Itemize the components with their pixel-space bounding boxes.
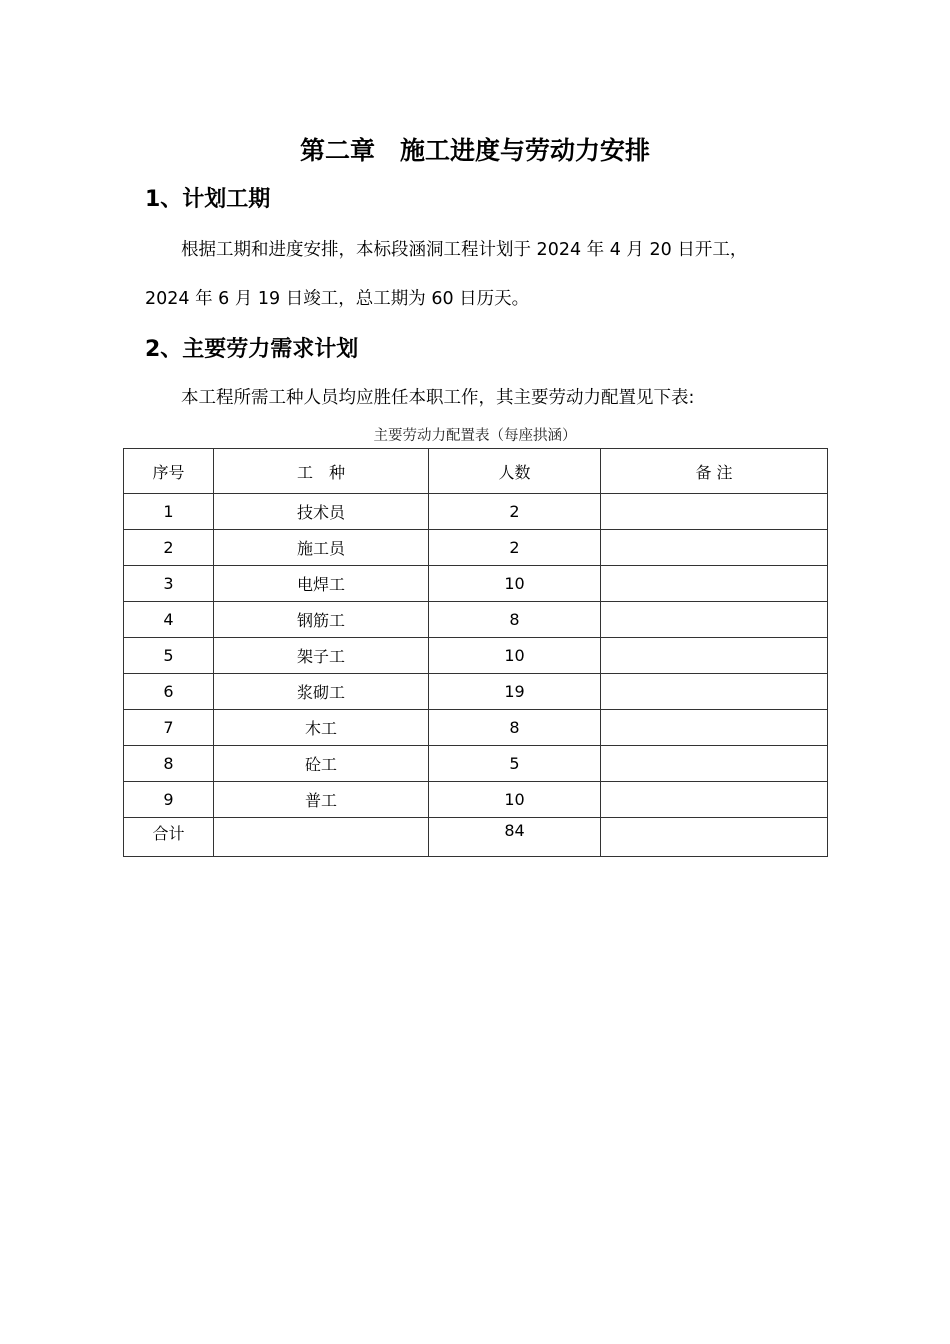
cell-count: 2 bbox=[429, 494, 601, 530]
table-total-row bbox=[124, 818, 828, 857]
cell-remarks bbox=[601, 638, 828, 674]
cell-remarks bbox=[601, 746, 828, 782]
cell-remarks bbox=[601, 494, 828, 530]
cell-trade: 技术员 bbox=[214, 494, 429, 530]
cell-trade: 木工 bbox=[214, 710, 429, 746]
cell-remarks bbox=[601, 566, 828, 602]
cell-index: 6 bbox=[124, 674, 214, 710]
cell-count: 10 bbox=[429, 782, 601, 818]
header-remarks: 备 注 bbox=[601, 449, 828, 494]
header-index: 序号 bbox=[124, 449, 214, 494]
cell-count: 5 bbox=[429, 746, 601, 782]
cell-remarks bbox=[601, 782, 828, 818]
table-row bbox=[124, 746, 828, 782]
total-label: 合计 bbox=[124, 818, 214, 857]
chapter-title: 第二章 施工进度与劳动力安排 bbox=[299, 136, 650, 165]
cell-index: 5 bbox=[124, 638, 214, 674]
cell-count: 8 bbox=[429, 602, 601, 638]
cell-trade: 砼工 bbox=[214, 746, 429, 782]
cell-remarks bbox=[601, 674, 828, 710]
cell-count: 19 bbox=[429, 674, 601, 710]
total-trade bbox=[214, 818, 429, 857]
table-row bbox=[124, 494, 828, 530]
table-caption: 主要劳动力配置表（每座拱涵） bbox=[373, 428, 577, 444]
table-row bbox=[124, 530, 828, 566]
table-row bbox=[124, 602, 828, 638]
header-count: 人数 bbox=[429, 449, 601, 494]
cell-trade: 架子工 bbox=[214, 638, 429, 674]
total-count: 84 bbox=[429, 818, 601, 857]
labor-table bbox=[123, 448, 828, 857]
cell-trade: 电焊工 bbox=[214, 566, 429, 602]
section-heading-labor: 2、主要劳力需求计划 bbox=[145, 337, 359, 362]
table-row bbox=[124, 674, 828, 710]
cell-index: 8 bbox=[124, 746, 214, 782]
cell-count: 10 bbox=[429, 638, 601, 674]
table-row bbox=[124, 638, 828, 674]
cell-trade: 浆砌工 bbox=[214, 674, 429, 710]
total-remarks bbox=[601, 818, 828, 857]
section-heading-schedule: 1、计划工期 bbox=[145, 187, 271, 212]
cell-index: 3 bbox=[124, 566, 214, 602]
header-trade: 工 种 bbox=[214, 449, 429, 494]
cell-trade: 施工员 bbox=[214, 530, 429, 566]
cell-index: 2 bbox=[124, 530, 214, 566]
table-row bbox=[124, 710, 828, 746]
cell-remarks bbox=[601, 530, 828, 566]
cell-index: 7 bbox=[124, 710, 214, 746]
cell-trade: 钢筋工 bbox=[214, 602, 429, 638]
labor-paragraph: 本工程所需工种人员均应胜任本职工作，其主要劳动力配置见下表: bbox=[181, 388, 695, 408]
cell-count: 8 bbox=[429, 710, 601, 746]
schedule-paragraph-line-1: 根据工期和进度安排，本标段涵洞工程计划于 2024 年 4 月 20 日开工， bbox=[181, 240, 748, 260]
cell-index: 4 bbox=[124, 602, 214, 638]
table-row bbox=[124, 782, 828, 818]
cell-trade: 普工 bbox=[214, 782, 429, 818]
table-header-row bbox=[124, 449, 828, 494]
cell-index: 9 bbox=[124, 782, 214, 818]
cell-index: 1 bbox=[124, 494, 214, 530]
cell-remarks bbox=[601, 602, 828, 638]
schedule-paragraph-line-2: 2024 年 6 月 19 日竣工，总工期为 60 日历天。 bbox=[145, 289, 530, 309]
cell-count: 2 bbox=[429, 530, 601, 566]
cell-count: 10 bbox=[429, 566, 601, 602]
table-row bbox=[124, 566, 828, 602]
cell-remarks bbox=[601, 710, 828, 746]
